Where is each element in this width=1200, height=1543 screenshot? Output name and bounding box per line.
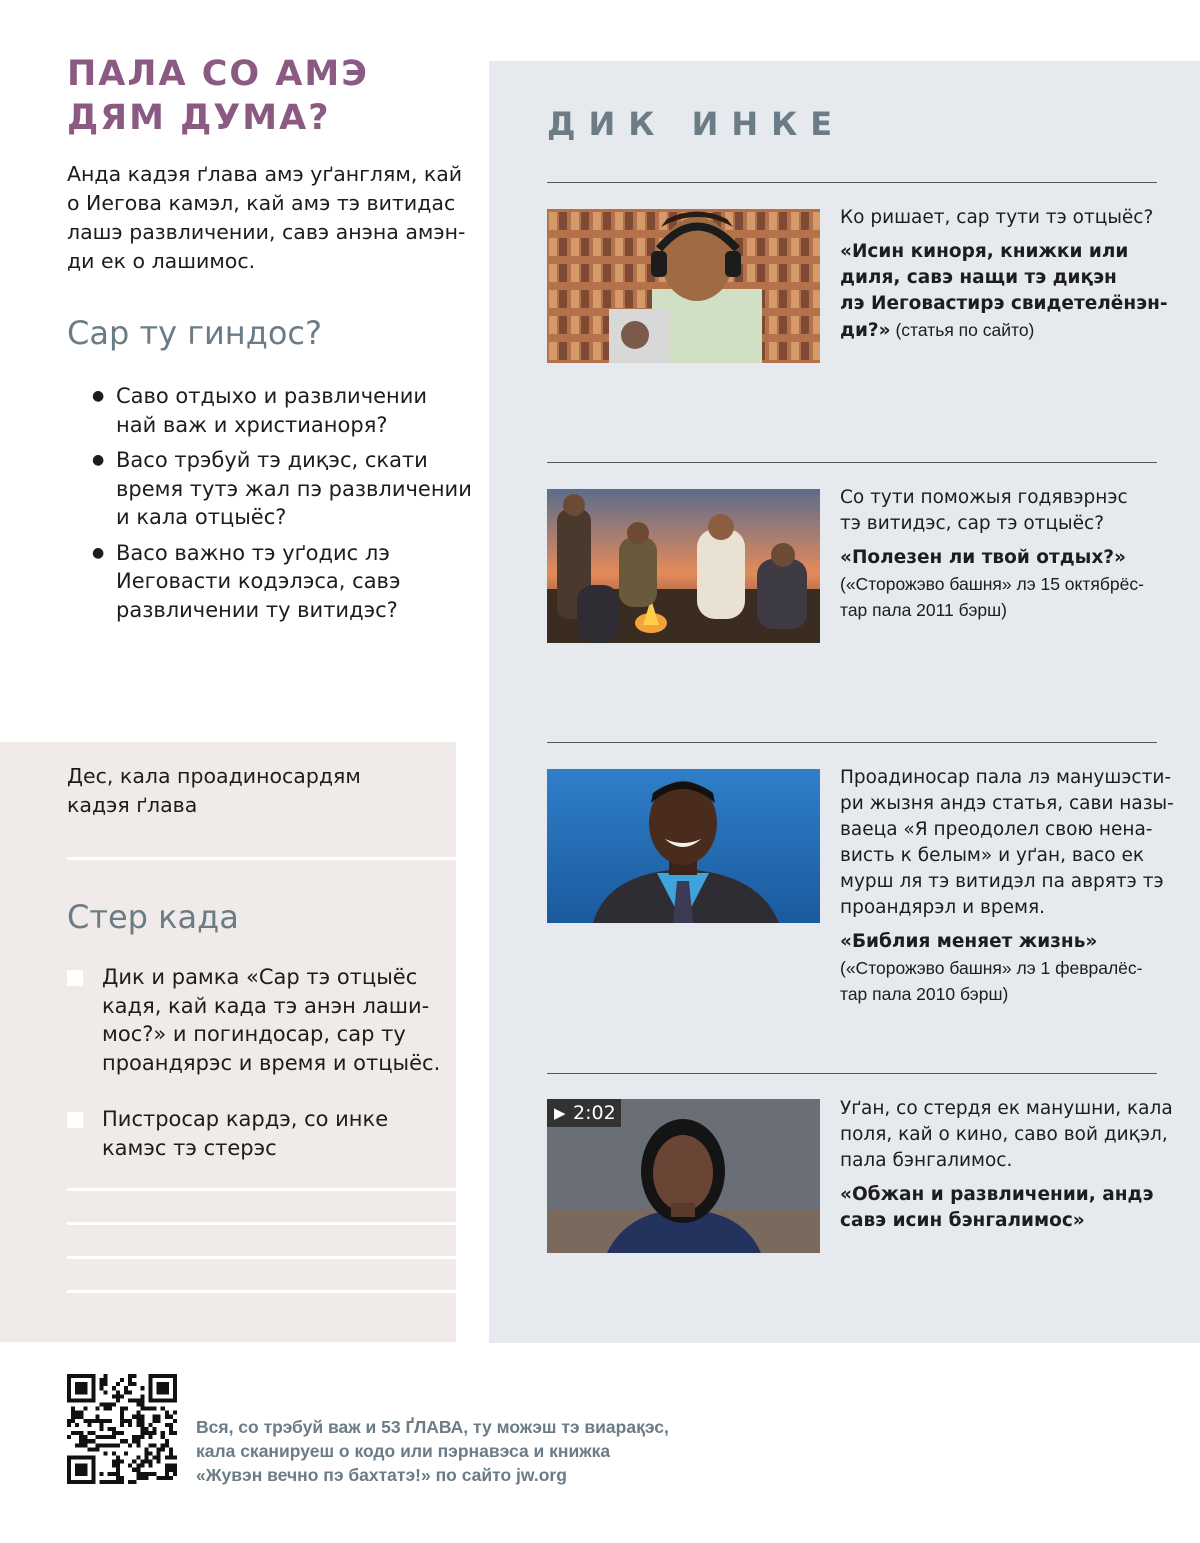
item-text-line: проандярэл и время.: [840, 897, 1046, 918]
recap-title-line: ДЯМ ДУМА?: [67, 98, 331, 138]
intro-line: лашэ развличении, савэ анэна амэн-: [67, 220, 466, 244]
goal-line: Дес, кала проадиносардям: [67, 764, 361, 788]
divider: [547, 742, 1157, 743]
divider: [547, 182, 1157, 183]
item-text-line: пала бэнгалимос.: [840, 1150, 1013, 1171]
write-line[interactable]: [67, 1256, 456, 1259]
divider: [547, 462, 1157, 463]
recap-title: [67, 52, 447, 140]
question-line: ● Васо трэбуй тэ диқэс, скати: [116, 448, 428, 472]
video-duration: 2:02: [573, 1102, 616, 1124]
item-title-line[interactable]: «Исин киноря, книжки или: [840, 241, 1129, 262]
item-source: (статья по сайто): [890, 320, 1035, 340]
video-duration-badge[interactable]: [547, 1099, 621, 1127]
question-line: най важ и христианоря?: [116, 412, 388, 437]
write-line[interactable]: [67, 1188, 456, 1191]
goal-text: [67, 762, 361, 820]
explore-item-4: [840, 1096, 1173, 1234]
item-title-line[interactable]: ди?»: [840, 320, 891, 341]
try-this-title: Стер када: [67, 898, 239, 936]
questions-list: [92, 382, 472, 631]
recap-title-line: ПАЛА СО АМЭ: [67, 54, 369, 94]
jesus-campfire-image[interactable]: [547, 489, 820, 643]
item-title-line[interactable]: савэ исин бэнгалимос»: [840, 1210, 1085, 1231]
task-line: кадя, кай када тэ анэн лаши-: [102, 993, 430, 1018]
item-text-line: ваеца «Я преодолел свою нена-: [840, 819, 1153, 840]
question-line: ● Васо важно тэ уґодис лэ: [116, 540, 390, 565]
questions-title: Сар ту гиндос?: [67, 314, 322, 352]
footer-line: «Жувэн вечно пэ бахтатэ!» по сайто jw.org: [196, 1465, 567, 1485]
footer-line: Вся, со трэбуй важ и 53 ҐЛАВА, ту можэш тэ виарақэс,: [196, 1417, 669, 1437]
item-text-line: висть к белым» и уґан, васо ек: [840, 845, 1145, 866]
item-title-line[interactable]: диля, савэ нащи тэ диқэн: [840, 267, 1117, 288]
task-checkbox[interactable]: [67, 970, 83, 986]
item-title-line[interactable]: «Библия меняет жизнь»: [840, 931, 1098, 952]
qr-code[interactable]: [67, 1374, 177, 1484]
play-icon: ▶: [554, 1104, 566, 1122]
question-line: ● Саво отдыхо и развличении: [116, 384, 428, 408]
item-source: тар пала 2011 бэрш): [840, 600, 1008, 620]
task-line: мос?» и погиндосар, сар ту: [102, 1022, 406, 1046]
task-checkbox[interactable]: [67, 1112, 83, 1128]
task-item: [67, 1105, 447, 1162]
goal-line: кадэя ґлава: [67, 793, 198, 817]
item-source: («Сторожэво башня» лэ 1 февралёс-: [840, 958, 1143, 978]
item-text-line: тэ витидэс, сар тэ отцыёс?: [840, 513, 1105, 534]
question-line: время тутэ жал пэ развличении: [116, 476, 472, 501]
write-line[interactable]: [67, 1222, 456, 1225]
goal-write-line[interactable]: [67, 857, 456, 860]
recap-intro: [67, 160, 467, 276]
teen-headphones-illustration: [547, 209, 820, 363]
question-item: [92, 539, 472, 625]
divider: [547, 1073, 1157, 1074]
qr-code-graphic: [67, 1374, 177, 1484]
explore-title: ДИК ИНКЕ: [547, 105, 846, 143]
item-text-line: Проадиносар пала лэ манушэсти-: [840, 767, 1172, 788]
task-line: камэс тэ стерэс: [102, 1135, 277, 1160]
item-source: («Сторожэво башня» лэ 15 октябрёс-: [840, 574, 1144, 594]
item-title-line[interactable]: «Обжан и развличении, андэ: [840, 1184, 1154, 1205]
man-portrait-illustration: [547, 769, 820, 923]
task-item: [67, 963, 447, 1077]
campfire-illustration: [547, 489, 820, 643]
item-text-line: Со тути поможыя годявэрнэс: [840, 487, 1128, 508]
smiling-man-image[interactable]: [547, 769, 820, 923]
task-line: Дик и рамка «Сар тэ отцыёс: [102, 965, 418, 989]
item-text-line: поля, кай о кино, саво вой диқэл,: [840, 1124, 1168, 1145]
item-text-line: ри жызня андэ статья, сави назы-: [840, 793, 1174, 814]
footer-text: [196, 1415, 669, 1487]
item-title-line[interactable]: «Полезен ли твой отдых?»: [840, 547, 1126, 568]
question-item: [92, 382, 472, 439]
item-text-line: Уґан, со стердя ек манушни, кала: [840, 1098, 1173, 1119]
explore-item-1: [840, 205, 1168, 344]
question-line: и кала отцыёс?: [116, 505, 287, 529]
item-text-line: мурш ля тэ витидэл па аврятэ тэ: [840, 871, 1164, 892]
teen-headphones-image[interactable]: [547, 209, 820, 363]
footer-line: кала сканируеш о кодо или пэрнавэса и книжка: [196, 1441, 611, 1461]
task-line: Пистросар кардэ, со инке: [102, 1107, 389, 1131]
intro-line: Анда кадэя ґлава амэ уґанглям, кай: [67, 162, 463, 186]
item-source: тар пала 2010 бэрш): [840, 984, 1009, 1004]
item-title-line[interactable]: лэ Иеговастирэ свидетелёнэн-: [840, 293, 1168, 314]
question-item: [92, 446, 472, 532]
intro-line: о Иегова камэл, кай амэ тэ витидас: [67, 191, 456, 215]
explore-item-3: [840, 765, 1174, 1007]
question-line: Иеговасти кодэлэса, савэ: [116, 569, 401, 593]
task-line: проандярэс и время и отцыёс.: [102, 1050, 441, 1075]
intro-line: ди ек о лашимос.: [67, 249, 256, 273]
tasks-list: [67, 963, 447, 1190]
question-line: развличении ту витидэс?: [116, 597, 398, 622]
write-line[interactable]: [67, 1290, 456, 1293]
explore-item-2: [840, 485, 1160, 623]
item-text-line: Ко ришает, сар тути тэ отцыёс?: [840, 207, 1154, 228]
